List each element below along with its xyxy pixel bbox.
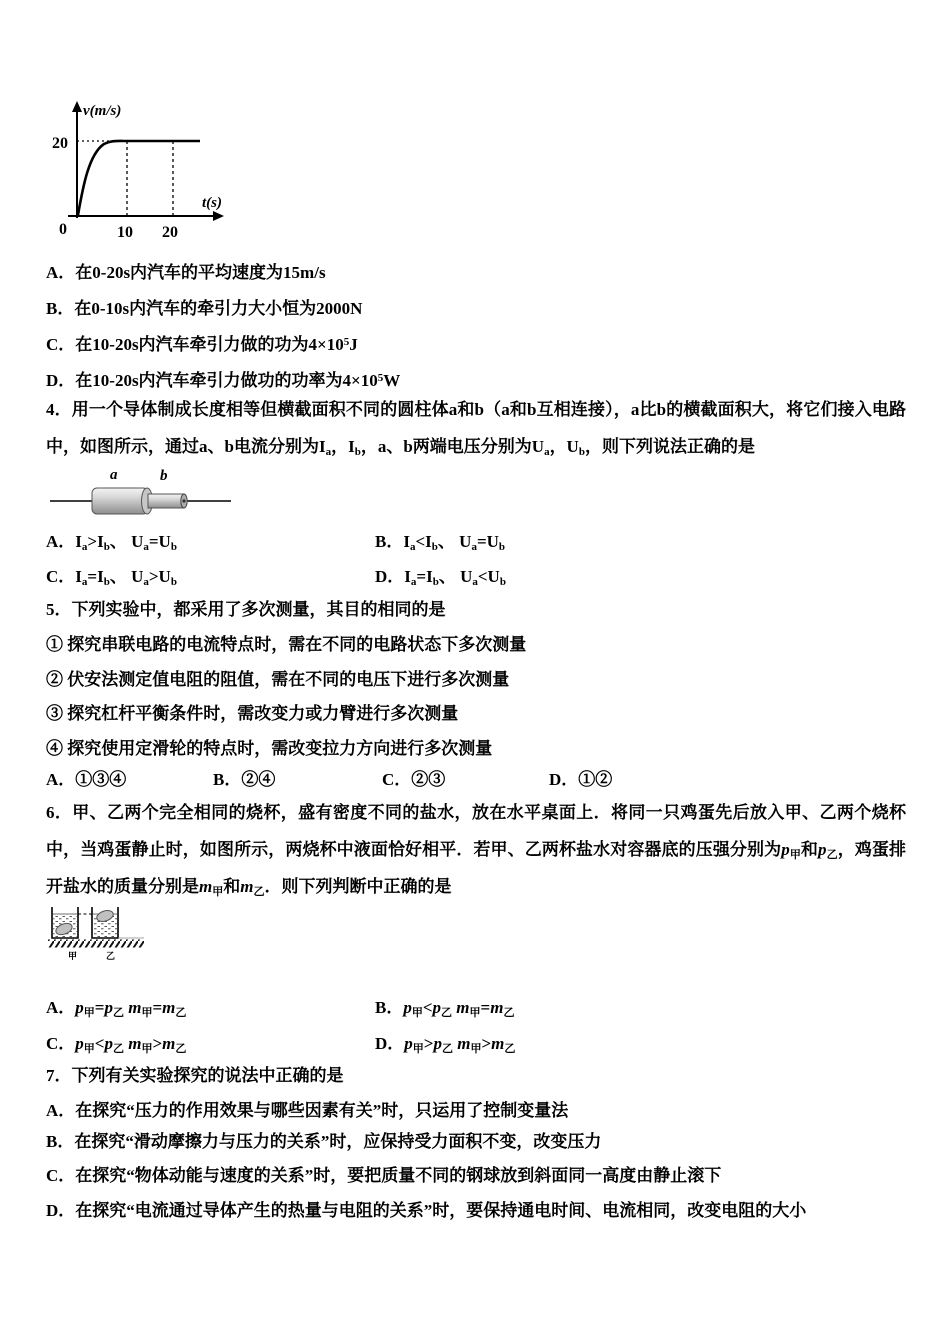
q7-option-a: A．在探究“压力的作用效果与哪些因素有关”时，只运用了控制变量法 bbox=[46, 1101, 569, 1120]
q5-option-d: D．①② bbox=[549, 770, 613, 789]
q5-item-2: ② 伏安法测定值电阻的阻值，需在不同的电压下进行多次测量 bbox=[46, 670, 510, 689]
q6-option-b: B．$p_甲<p_乙$ $m_甲=m_乙$ bbox=[375, 998, 515, 1019]
q7-option-d: D．在探究“电流通过导体产生的热量与电阻的关系”时，要保持通电时间、电流相同，改变电阻的大小 bbox=[46, 1201, 807, 1220]
cylinder-b-core bbox=[182, 499, 185, 502]
q5-option-b: B．②④ bbox=[213, 770, 276, 789]
graph-xtick-20: 20 bbox=[162, 224, 178, 241]
q3-option-a: A．在0-20s内汽车的平均速度为15m/s bbox=[46, 263, 326, 282]
q6-option-d: D．$p_甲>p_乙$ $m_甲>m_乙$ bbox=[375, 1034, 516, 1055]
cylinder-b bbox=[148, 494, 184, 508]
q3-option-c: C．在10-20s内汽车牵引力做的功为$4\times 10^5J$ bbox=[46, 335, 358, 354]
q5-option-c: C．②③ bbox=[382, 770, 446, 789]
q6-option-a: A．$p_甲=p_乙$ $m_甲=m_乙$ bbox=[46, 998, 187, 1019]
q7-option-b: B．在探究“滑动摩擦力与压力的关系”时，应保持受力面积不变，改变压力 bbox=[46, 1132, 602, 1151]
q7-option-c: C．在探究“物体动能与速度的关系”时，要把质量不同的钢球放到斜面同一高度由静止滚下 bbox=[46, 1166, 722, 1185]
q4-option-c: C．$I_a=I_b$、 $U_a>U_b$ bbox=[46, 567, 177, 588]
right-beaker-label: 乙 bbox=[106, 951, 116, 961]
q5-item-4: ④ 探究使用定滑轮的特点时，需改变拉力方向进行多次测量 bbox=[46, 739, 493, 758]
graph-xlabel: t(s) bbox=[202, 195, 222, 211]
graph-curve bbox=[78, 141, 200, 215]
beaker-diagram bbox=[48, 905, 168, 973]
ground-hatch bbox=[48, 940, 144, 948]
q6-stem: 6．甲、乙两个完全相同的烧杯，盛有密度不同的盐水，放在水平桌面上．将同一只鸡蛋先后放入甲、乙两个烧杯中，当鸡蛋静止时，如图所示，两烧杯中液面恰好相平．若甲、乙两杯盐水对容器底的压强分别为$p_甲$和$p_乙$，鸡蛋排开盐水的质量分别是$m_甲$和$m_乙$．则下列判断中正确的是 bbox=[46, 803, 907, 898]
q7-title: 7．下列有关实验探究的说法中正确的是 bbox=[46, 1066, 344, 1085]
q3-option-d: D．在10-20s内汽车牵引力做功的功率为$4\times 10^5W$ bbox=[46, 371, 401, 390]
q5-title: 5．下列实验中，都采用了多次测量，其目的相同的是 bbox=[46, 600, 446, 619]
graph-ytick-20: 20 bbox=[52, 135, 68, 152]
conductor-diagram bbox=[48, 464, 233, 519]
velocity-time-graph bbox=[50, 98, 240, 243]
label-a: a bbox=[110, 467, 118, 483]
cylinder-a bbox=[92, 488, 148, 514]
graph-x-arrow bbox=[213, 211, 224, 221]
graph-ylabel: v(m/s) bbox=[83, 103, 122, 119]
q6-option-c: C．$p_甲<p_乙$ $m_甲>m_乙$ bbox=[46, 1034, 187, 1055]
q5-item-1: ① 探究串联电路的电流特点时，需在不同的电路状态下多次测量 bbox=[46, 635, 527, 654]
q3-option-b: B．在0-10s内汽车的牵引力大小恒为2000N bbox=[46, 299, 363, 318]
q4-stem: 4．用一个导体制成长度相等但横截面积不同的圆柱体a和b（a和b互相连接），a比b的横截面积大，将它们接入电路中，如图所示，通过a、b电流分别为$I_a$，$I_b$，a、b两端电压分别为$U_a$，$U_b$，则下列说法正确的是 bbox=[46, 400, 906, 458]
graph-xtick-10: 10 bbox=[117, 224, 133, 241]
q4-option-b: B．$I_a<I_b$、 $U_a=U_b$ bbox=[375, 532, 506, 553]
q4-option-a: A．$I_a>I_b$、 $U_a=U_b$ bbox=[46, 532, 177, 553]
q5-option-a: A．①③④ bbox=[46, 770, 127, 789]
q5-item-3: ③ 探究杠杆平衡条件时，需改变力或力臂进行多次测量 bbox=[46, 704, 459, 723]
left-beaker-label: 甲 bbox=[68, 951, 78, 961]
label-b: b bbox=[160, 468, 168, 484]
graph-y-arrow bbox=[72, 101, 82, 112]
graph-origin: 0 bbox=[59, 221, 67, 238]
q4-option-d: D．$I_a=I_b$、 $U_a<U_b$ bbox=[375, 567, 506, 588]
